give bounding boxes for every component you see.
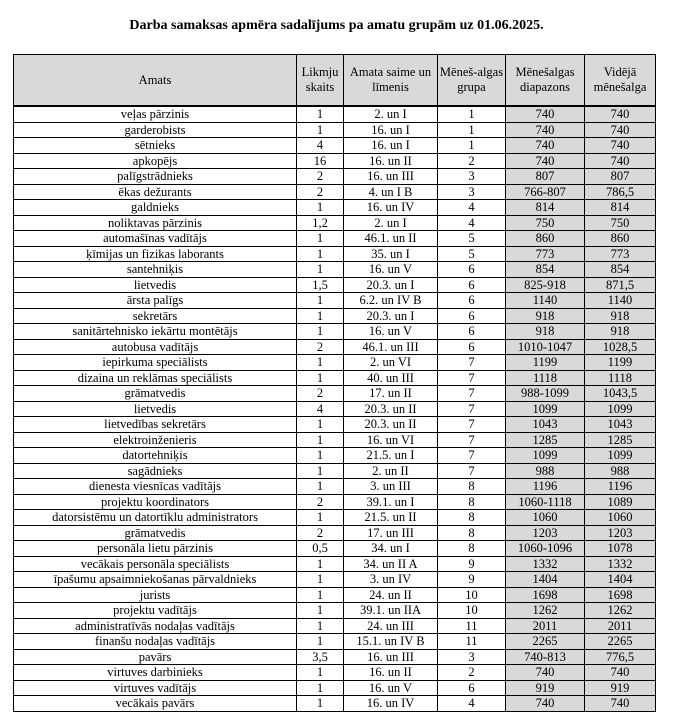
cell-menesalgas-grupa: 1 bbox=[438, 138, 506, 154]
cell-amats: dienesta viesnīcas vadītājs bbox=[14, 479, 297, 495]
cell-menesalgas-diapazons: 740-813 bbox=[506, 649, 585, 665]
cell-likmju-skaits: 2 bbox=[297, 169, 344, 185]
cell-amats: pavārs bbox=[14, 649, 297, 665]
cell-menesalgas-diapazons: 740 bbox=[506, 106, 585, 122]
cell-menesalgas-grupa: 7 bbox=[438, 401, 506, 417]
cell-videja-menesalga: 918 bbox=[585, 324, 656, 340]
table-row bbox=[14, 649, 656, 665]
cell-amats: datortehniķis bbox=[14, 448, 297, 464]
cell-menesalgas-grupa: 6 bbox=[438, 277, 506, 293]
cell-videja-menesalga: 1043,5 bbox=[585, 386, 656, 402]
cell-videja-menesalga: 773 bbox=[585, 246, 656, 262]
cell-menesalgas-diapazons: 825-918 bbox=[506, 277, 585, 293]
cell-menesalgas-diapazons: 854 bbox=[506, 262, 585, 278]
cell-menesalgas-grupa: 9 bbox=[438, 572, 506, 588]
cell-amata-saime: 2. un I bbox=[344, 106, 438, 122]
cell-menesalgas-grupa: 5 bbox=[438, 246, 506, 262]
cell-videja-menesalga: 2265 bbox=[585, 634, 656, 650]
cell-amats: ēkas dežurants bbox=[14, 184, 297, 200]
table-row bbox=[14, 463, 656, 479]
cell-menesalgas-diapazons: 773 bbox=[506, 246, 585, 262]
cell-videja-menesalga: 1043 bbox=[585, 417, 656, 433]
cell-menesalgas-diapazons: 2011 bbox=[506, 618, 585, 634]
cell-likmju-skaits: 1 bbox=[297, 355, 344, 371]
cell-amata-saime: 16. un I bbox=[344, 138, 438, 154]
cell-amata-saime: 20.3. un I bbox=[344, 308, 438, 324]
cell-menesalgas-grupa: 6 bbox=[438, 339, 506, 355]
cell-videja-menesalga: 1196 bbox=[585, 479, 656, 495]
cell-menesalgas-grupa: 7 bbox=[438, 355, 506, 371]
cell-menesalgas-diapazons: 1043 bbox=[506, 417, 585, 433]
salary-table bbox=[13, 54, 656, 712]
cell-amats: datorsistēmu un datortīklu administrators bbox=[14, 510, 297, 526]
table-row bbox=[14, 308, 656, 324]
cell-menesalgas-grupa: 7 bbox=[438, 370, 506, 386]
cell-amata-saime: 2. un II bbox=[344, 463, 438, 479]
cell-amats: dizaina un reklāmas speciālists bbox=[14, 370, 297, 386]
table-row bbox=[14, 479, 656, 495]
cell-videja-menesalga: 740 bbox=[585, 153, 656, 169]
cell-amata-saime: 24. un III bbox=[344, 618, 438, 634]
cell-menesalgas-diapazons: 1060-1096 bbox=[506, 541, 585, 557]
cell-menesalgas-grupa: 5 bbox=[438, 231, 506, 247]
cell-menesalgas-diapazons: 1698 bbox=[506, 587, 585, 603]
cell-menesalgas-grupa: 10 bbox=[438, 603, 506, 619]
table-header-row bbox=[14, 55, 656, 107]
cell-videja-menesalga: 1099 bbox=[585, 401, 656, 417]
cell-menesalgas-grupa: 8 bbox=[438, 525, 506, 541]
cell-menesalgas-diapazons: 814 bbox=[506, 200, 585, 216]
cell-likmju-skaits: 2 bbox=[297, 339, 344, 355]
cell-videja-menesalga: 1203 bbox=[585, 525, 656, 541]
cell-likmju-skaits: 1 bbox=[297, 696, 344, 712]
cell-amata-saime: 34. un II A bbox=[344, 556, 438, 572]
table-row bbox=[14, 262, 656, 278]
cell-menesalgas-grupa: 6 bbox=[438, 308, 506, 324]
cell-menesalgas-diapazons: 807 bbox=[506, 169, 585, 185]
cell-videja-menesalga: 860 bbox=[585, 231, 656, 247]
cell-menesalgas-grupa: 4 bbox=[438, 696, 506, 712]
cell-amata-saime: 21.5. un II bbox=[344, 510, 438, 526]
cell-menesalgas-diapazons: 1060 bbox=[506, 510, 585, 526]
table-row bbox=[14, 106, 656, 122]
cell-likmju-skaits: 1 bbox=[297, 448, 344, 464]
cell-likmju-skaits: 1 bbox=[297, 432, 344, 448]
cell-amats: vecākais personāla speciālists bbox=[14, 556, 297, 572]
cell-amats: jurists bbox=[14, 587, 297, 603]
cell-menesalgas-grupa: 2 bbox=[438, 665, 506, 681]
cell-menesalgas-grupa: 3 bbox=[438, 184, 506, 200]
cell-videja-menesalga: 854 bbox=[585, 262, 656, 278]
cell-videja-menesalga: 750 bbox=[585, 215, 656, 231]
cell-menesalgas-grupa: 8 bbox=[438, 510, 506, 526]
cell-likmju-skaits: 1,2 bbox=[297, 215, 344, 231]
cell-amats: projektu vadītājs bbox=[14, 603, 297, 619]
cell-menesalgas-diapazons: 1099 bbox=[506, 401, 585, 417]
table-row bbox=[14, 122, 656, 138]
cell-amats: autobusa vadītājs bbox=[14, 339, 297, 355]
cell-menesalgas-grupa: 6 bbox=[438, 262, 506, 278]
header-likmju-skaits: Likmju skaits bbox=[297, 55, 344, 107]
cell-videja-menesalga: 1028,5 bbox=[585, 339, 656, 355]
table-row bbox=[14, 138, 656, 154]
cell-amats: lietvedis bbox=[14, 277, 297, 293]
cell-menesalgas-grupa: 6 bbox=[438, 293, 506, 309]
cell-likmju-skaits: 1 bbox=[297, 246, 344, 262]
table-row bbox=[14, 401, 656, 417]
cell-amats: īpašumu apsaimniekošanas pārvaldnieks bbox=[14, 572, 297, 588]
cell-amats: lietvedības sekretārs bbox=[14, 417, 297, 433]
cell-likmju-skaits: 1 bbox=[297, 262, 344, 278]
cell-menesalgas-diapazons: 1203 bbox=[506, 525, 585, 541]
cell-amata-saime: 35. un I bbox=[344, 246, 438, 262]
cell-menesalgas-grupa: 7 bbox=[438, 448, 506, 464]
cell-menesalgas-grupa: 11 bbox=[438, 634, 506, 650]
cell-videja-menesalga: 871,5 bbox=[585, 277, 656, 293]
cell-amata-saime: 20.3. un II bbox=[344, 417, 438, 433]
cell-amats: projektu koordinators bbox=[14, 494, 297, 510]
cell-amats: sanitārtehnisko iekārtu montētājs bbox=[14, 324, 297, 340]
cell-amata-saime: 16. un V bbox=[344, 262, 438, 278]
cell-videja-menesalga: 1060 bbox=[585, 510, 656, 526]
cell-videja-menesalga: 740 bbox=[585, 122, 656, 138]
cell-likmju-skaits: 4 bbox=[297, 138, 344, 154]
cell-amata-saime: 16. un III bbox=[344, 649, 438, 665]
cell-menesalgas-grupa: 9 bbox=[438, 556, 506, 572]
cell-menesalgas-diapazons: 1196 bbox=[506, 479, 585, 495]
cell-amats: garderobists bbox=[14, 122, 297, 138]
cell-amats: sētnieks bbox=[14, 138, 297, 154]
cell-amats: sekretārs bbox=[14, 308, 297, 324]
cell-amata-saime: 16. un V bbox=[344, 324, 438, 340]
table-row bbox=[14, 448, 656, 464]
cell-menesalgas-diapazons: 1199 bbox=[506, 355, 585, 371]
cell-amats: vecākais pavārs bbox=[14, 696, 297, 712]
cell-amata-saime: 16. un IV bbox=[344, 696, 438, 712]
cell-menesalgas-grupa: 1 bbox=[438, 106, 506, 122]
cell-likmju-skaits: 3,5 bbox=[297, 649, 344, 665]
cell-amata-saime: 40. un III bbox=[344, 370, 438, 386]
table-row bbox=[14, 277, 656, 293]
table-row bbox=[14, 293, 656, 309]
cell-menesalgas-diapazons: 919 bbox=[506, 680, 585, 696]
header-amata-saime: Amata saime un līmenis bbox=[344, 55, 438, 107]
cell-menesalgas-diapazons: 918 bbox=[506, 324, 585, 340]
cell-amata-saime: 16. un V bbox=[344, 680, 438, 696]
cell-amata-saime: 21.5. un I bbox=[344, 448, 438, 464]
cell-menesalgas-diapazons: 740 bbox=[506, 665, 585, 681]
cell-amata-saime: 20.3. un I bbox=[344, 277, 438, 293]
cell-menesalgas-grupa: 6 bbox=[438, 324, 506, 340]
cell-menesalgas-diapazons: 1285 bbox=[506, 432, 585, 448]
cell-amats: virtuves darbinieks bbox=[14, 665, 297, 681]
cell-likmju-skaits: 2 bbox=[297, 525, 344, 541]
cell-menesalgas-grupa: 8 bbox=[438, 494, 506, 510]
cell-amats: personāla lietu pārzinis bbox=[14, 541, 297, 557]
cell-videja-menesalga: 740 bbox=[585, 696, 656, 712]
cell-amata-saime: 46.1. un II bbox=[344, 231, 438, 247]
cell-videja-menesalga: 988 bbox=[585, 463, 656, 479]
cell-amata-saime: 3. un IV bbox=[344, 572, 438, 588]
cell-likmju-skaits: 16 bbox=[297, 153, 344, 169]
table-row bbox=[14, 200, 656, 216]
cell-amats: virtuves vadītājs bbox=[14, 680, 297, 696]
cell-amats: galdnieks bbox=[14, 200, 297, 216]
cell-amats: santehniķis bbox=[14, 262, 297, 278]
cell-menesalgas-diapazons: 988-1099 bbox=[506, 386, 585, 402]
cell-videja-menesalga: 919 bbox=[585, 680, 656, 696]
table-body bbox=[14, 106, 656, 711]
cell-amata-saime: 20.3. un II bbox=[344, 401, 438, 417]
cell-amata-saime: 39.1. un IIA bbox=[344, 603, 438, 619]
cell-menesalgas-grupa: 7 bbox=[438, 432, 506, 448]
cell-amats: grāmatvedis bbox=[14, 525, 297, 541]
cell-menesalgas-grupa: 4 bbox=[438, 215, 506, 231]
table-row bbox=[14, 603, 656, 619]
cell-likmju-skaits: 1 bbox=[297, 479, 344, 495]
cell-likmju-skaits: 1 bbox=[297, 122, 344, 138]
cell-amata-saime: 16. un I bbox=[344, 122, 438, 138]
cell-amats: administratīvās nodaļas vadītājs bbox=[14, 618, 297, 634]
cell-amata-saime: 16. un II bbox=[344, 665, 438, 681]
cell-amats: automašīnas vadītājs bbox=[14, 231, 297, 247]
cell-amats: grāmatvedis bbox=[14, 386, 297, 402]
cell-likmju-skaits: 1 bbox=[297, 293, 344, 309]
table-row bbox=[14, 494, 656, 510]
cell-amats: lietvedis bbox=[14, 401, 297, 417]
cell-menesalgas-grupa: 7 bbox=[438, 386, 506, 402]
table-row bbox=[14, 634, 656, 650]
cell-amats: ķīmijas un fizikas laborants bbox=[14, 246, 297, 262]
cell-videja-menesalga: 1199 bbox=[585, 355, 656, 371]
cell-videja-menesalga: 918 bbox=[585, 308, 656, 324]
cell-menesalgas-diapazons: 1010-1047 bbox=[506, 339, 585, 355]
cell-amats: apkopējs bbox=[14, 153, 297, 169]
cell-likmju-skaits: 1 bbox=[297, 417, 344, 433]
cell-menesalgas-grupa: 7 bbox=[438, 417, 506, 433]
header-menesalgas-grupa: Mēneš-algas grupa bbox=[438, 55, 506, 107]
cell-amats: veļas pārzinis bbox=[14, 106, 297, 122]
cell-videja-menesalga: 1285 bbox=[585, 432, 656, 448]
cell-amata-saime: 16. un II bbox=[344, 153, 438, 169]
cell-likmju-skaits: 1,5 bbox=[297, 277, 344, 293]
cell-videja-menesalga: 807 bbox=[585, 169, 656, 185]
cell-amata-saime: 4. un I B bbox=[344, 184, 438, 200]
cell-menesalgas-diapazons: 1060-1118 bbox=[506, 494, 585, 510]
cell-likmju-skaits: 1 bbox=[297, 370, 344, 386]
cell-likmju-skaits: 2 bbox=[297, 494, 344, 510]
cell-menesalgas-diapazons: 740 bbox=[506, 138, 585, 154]
table-row bbox=[14, 355, 656, 371]
cell-amata-saime: 3. un III bbox=[344, 479, 438, 495]
cell-likmju-skaits: 1 bbox=[297, 556, 344, 572]
table-row bbox=[14, 696, 656, 712]
cell-menesalgas-diapazons: 988 bbox=[506, 463, 585, 479]
cell-videja-menesalga: 740 bbox=[585, 138, 656, 154]
cell-amata-saime: 39.1. un I bbox=[344, 494, 438, 510]
cell-likmju-skaits: 1 bbox=[297, 200, 344, 216]
cell-amats: sagādnieks bbox=[14, 463, 297, 479]
cell-menesalgas-grupa: 4 bbox=[438, 200, 506, 216]
cell-menesalgas-diapazons: 1140 bbox=[506, 293, 585, 309]
cell-likmju-skaits: 1 bbox=[297, 618, 344, 634]
table-row bbox=[14, 215, 656, 231]
cell-videja-menesalga: 1078 bbox=[585, 541, 656, 557]
table-row bbox=[14, 184, 656, 200]
cell-amata-saime: 17. un III bbox=[344, 525, 438, 541]
cell-menesalgas-diapazons: 1118 bbox=[506, 370, 585, 386]
cell-likmju-skaits: 1 bbox=[297, 680, 344, 696]
cell-videja-menesalga: 786,5 bbox=[585, 184, 656, 200]
cell-amats: palīgstrādnieks bbox=[14, 169, 297, 185]
cell-menesalgas-grupa: 6 bbox=[438, 680, 506, 696]
cell-menesalgas-diapazons: 2265 bbox=[506, 634, 585, 650]
cell-amats: ārsta palīgs bbox=[14, 293, 297, 309]
cell-videja-menesalga: 1099 bbox=[585, 448, 656, 464]
header-amats: Amats bbox=[14, 55, 297, 107]
cell-likmju-skaits: 1 bbox=[297, 634, 344, 650]
cell-videja-menesalga: 1404 bbox=[585, 572, 656, 588]
cell-likmju-skaits: 0,5 bbox=[297, 541, 344, 557]
cell-menesalgas-diapazons: 1404 bbox=[506, 572, 585, 588]
cell-likmju-skaits: 2 bbox=[297, 386, 344, 402]
cell-menesalgas-grupa: 10 bbox=[438, 587, 506, 603]
table-row bbox=[14, 680, 656, 696]
table-row bbox=[14, 618, 656, 634]
cell-videja-menesalga: 776,5 bbox=[585, 649, 656, 665]
cell-menesalgas-grupa: 2 bbox=[438, 153, 506, 169]
cell-amata-saime: 6.2. un IV B bbox=[344, 293, 438, 309]
cell-menesalgas-grupa: 3 bbox=[438, 649, 506, 665]
table-row bbox=[14, 665, 656, 681]
cell-amata-saime: 24. un II bbox=[344, 587, 438, 603]
cell-amata-saime: 15.1. un IV B bbox=[344, 634, 438, 650]
header-menesalgas-diapazons: Mēnešalgas diapazons bbox=[506, 55, 585, 107]
cell-videja-menesalga: 1140 bbox=[585, 293, 656, 309]
cell-amata-saime: 34. un I bbox=[344, 541, 438, 557]
table-row bbox=[14, 510, 656, 526]
cell-likmju-skaits: 1 bbox=[297, 463, 344, 479]
cell-menesalgas-diapazons: 1332 bbox=[506, 556, 585, 572]
cell-menesalgas-diapazons: 740 bbox=[506, 153, 585, 169]
cell-menesalgas-grupa: 7 bbox=[438, 463, 506, 479]
table-row bbox=[14, 556, 656, 572]
cell-videja-menesalga: 740 bbox=[585, 106, 656, 122]
cell-menesalgas-grupa: 8 bbox=[438, 479, 506, 495]
cell-likmju-skaits: 1 bbox=[297, 603, 344, 619]
cell-menesalgas-diapazons: 1262 bbox=[506, 603, 585, 619]
cell-likmju-skaits: 1 bbox=[297, 665, 344, 681]
cell-menesalgas-grupa: 8 bbox=[438, 541, 506, 557]
cell-menesalgas-diapazons: 750 bbox=[506, 215, 585, 231]
cell-menesalgas-diapazons: 766-807 bbox=[506, 184, 585, 200]
table-row bbox=[14, 386, 656, 402]
cell-amata-saime: 17. un II bbox=[344, 386, 438, 402]
cell-amats: iepirkuma speciālists bbox=[14, 355, 297, 371]
cell-menesalgas-diapazons: 860 bbox=[506, 231, 585, 247]
table-row bbox=[14, 370, 656, 386]
cell-menesalgas-grupa: 1 bbox=[438, 122, 506, 138]
cell-menesalgas-diapazons: 918 bbox=[506, 308, 585, 324]
table-row bbox=[14, 153, 656, 169]
cell-videja-menesalga: 1698 bbox=[585, 587, 656, 603]
cell-amata-saime: 2. un I bbox=[344, 215, 438, 231]
cell-videja-menesalga: 1262 bbox=[585, 603, 656, 619]
cell-likmju-skaits: 4 bbox=[297, 401, 344, 417]
table-row bbox=[14, 417, 656, 433]
cell-amata-saime: 16. un III bbox=[344, 169, 438, 185]
cell-menesalgas-diapazons: 740 bbox=[506, 696, 585, 712]
table-row bbox=[14, 587, 656, 603]
cell-menesalgas-grupa: 3 bbox=[438, 169, 506, 185]
cell-menesalgas-diapazons: 740 bbox=[506, 122, 585, 138]
table-row bbox=[14, 432, 656, 448]
cell-menesalgas-diapazons: 1099 bbox=[506, 448, 585, 464]
cell-likmju-skaits: 1 bbox=[297, 106, 344, 122]
cell-likmju-skaits: 1 bbox=[297, 587, 344, 603]
table-row bbox=[14, 246, 656, 262]
table-row bbox=[14, 525, 656, 541]
cell-likmju-skaits: 2 bbox=[297, 184, 344, 200]
cell-amats: finanšu nodaļas vadītājs bbox=[14, 634, 297, 650]
cell-menesalgas-grupa: 11 bbox=[438, 618, 506, 634]
table-row bbox=[14, 339, 656, 355]
table-row bbox=[14, 324, 656, 340]
cell-likmju-skaits: 1 bbox=[297, 231, 344, 247]
cell-videja-menesalga: 740 bbox=[585, 665, 656, 681]
table-row bbox=[14, 572, 656, 588]
cell-amata-saime: 16. un VI bbox=[344, 432, 438, 448]
cell-videja-menesalga: 1332 bbox=[585, 556, 656, 572]
cell-likmju-skaits: 1 bbox=[297, 308, 344, 324]
document-title: Darba samaksas apmēra sadalījums pa amatu grupām uz 01.06.2025. bbox=[129, 18, 544, 33]
cell-amata-saime: 16. un IV bbox=[344, 200, 438, 216]
cell-amata-saime: 46.1. un III bbox=[344, 339, 438, 355]
cell-amata-saime: 2. un VI bbox=[344, 355, 438, 371]
header-videja-menesalga: Vidējā mēnešalga bbox=[585, 55, 656, 107]
cell-likmju-skaits: 1 bbox=[297, 572, 344, 588]
cell-amats: noliktavas pārzinis bbox=[14, 215, 297, 231]
table-row bbox=[14, 231, 656, 247]
cell-videja-menesalga: 2011 bbox=[585, 618, 656, 634]
cell-videja-menesalga: 1089 bbox=[585, 494, 656, 510]
table-row bbox=[14, 169, 656, 185]
cell-videja-menesalga: 1118 bbox=[585, 370, 656, 386]
cell-likmju-skaits: 1 bbox=[297, 324, 344, 340]
cell-videja-menesalga: 814 bbox=[585, 200, 656, 216]
cell-amats: elektroinženieris bbox=[14, 432, 297, 448]
cell-likmju-skaits: 1 bbox=[297, 510, 344, 526]
table-row bbox=[14, 541, 656, 557]
